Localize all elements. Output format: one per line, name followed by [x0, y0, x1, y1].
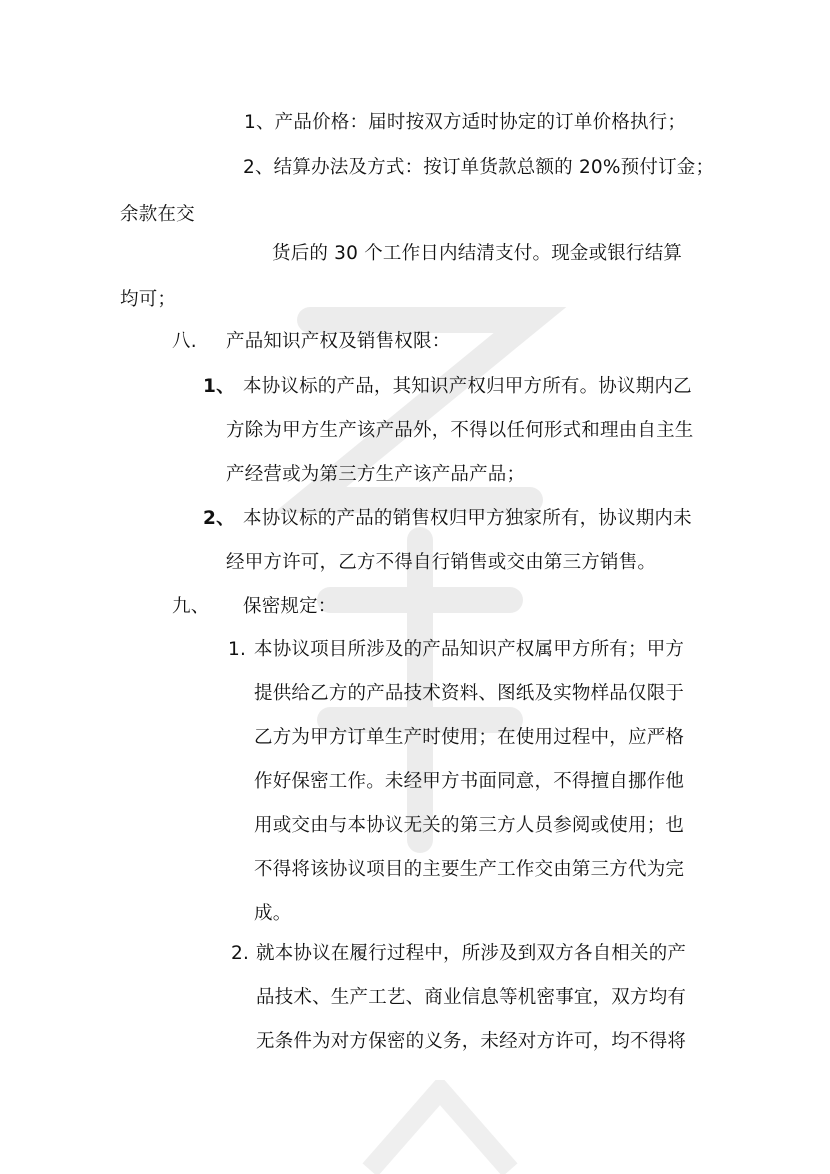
- payment-line-1: 1、产品价格：届时按双方适时协定的订单价格执行；: [244, 112, 687, 133]
- payment-line-3: 余款在交: [120, 204, 195, 225]
- section-9-item-1-line-3: 乙方为甲方订单生产时使用；在使用过程中，应严格: [254, 727, 685, 748]
- section-8-item-1-line-3: 产经营或为第三方生产该产品产品；: [226, 464, 526, 485]
- section-9-item-2-line-2: 品技术、生产工艺、商业信息等机密事宜，双方均有: [256, 987, 687, 1008]
- section-8-item-2-line-2: 经甲方许可，乙方不得自行销售或交由第三方销售。: [226, 552, 657, 573]
- payment-line-2: 2、结算办法及方式：按订单货款总额的 20%预付订金；: [243, 157, 715, 178]
- section-9-item-2-line-3: 无条件为对方保密的义务，未经对方许可，均不得将: [256, 1031, 687, 1052]
- section-9-item-1-line-6: 不得将该协议项目的主要生产工作交由第三方代为完: [254, 859, 685, 880]
- section-9-item-1-line-2: 提供给乙方的产品技术资料、图纸及实物样品仅限于: [254, 683, 685, 704]
- section-8-number: 八.: [172, 331, 197, 352]
- watermark-fragment-icon: [360, 1080, 520, 1174]
- section-9-item-2-line-1: 就本协议在履行过程中，所涉及到双方各自相关的产: [256, 943, 687, 964]
- section-9-item-1-line-1: 本协议项目所涉及的产品知识产权属甲方所有；甲方: [254, 639, 685, 660]
- section-9-number: 九、: [172, 596, 210, 617]
- section-8-item-2-line-1: 本协议标的产品的销售权归甲方独家所有，协议期内未: [243, 508, 692, 529]
- section-9-item-1-line-7: 成。: [254, 903, 292, 924]
- section-8-item-1-number: 1、: [203, 376, 235, 397]
- section-8-heading: 产品知识产权及销售权限：: [226, 331, 451, 352]
- section-9-item-1-number: 1.: [228, 639, 247, 660]
- section-8-item-1-line-1: 本协议标的产品，其知识产权归甲方所有。协议期内乙: [243, 376, 692, 397]
- section-8-item-1-line-2: 方除为甲方生产该产品外，不得以任何形式和理由自主生: [226, 420, 694, 441]
- section-8-item-2-number: 2、: [203, 508, 235, 529]
- section-9-item-1-line-4: 作好保密工作。未经甲方书面同意，不得擅自挪作他: [254, 771, 685, 792]
- payment-line-4: 货后的 30 个工作日内结清支付。现金或银行结算: [272, 243, 683, 264]
- section-9-item-1-line-5: 用或交由与本协议无关的第三方人员参阅或使用；也: [254, 815, 685, 836]
- payment-line-5: 均可；: [120, 289, 177, 310]
- section-9-item-2-number: 2.: [231, 943, 250, 964]
- section-9-heading: 保密规定：: [243, 596, 337, 617]
